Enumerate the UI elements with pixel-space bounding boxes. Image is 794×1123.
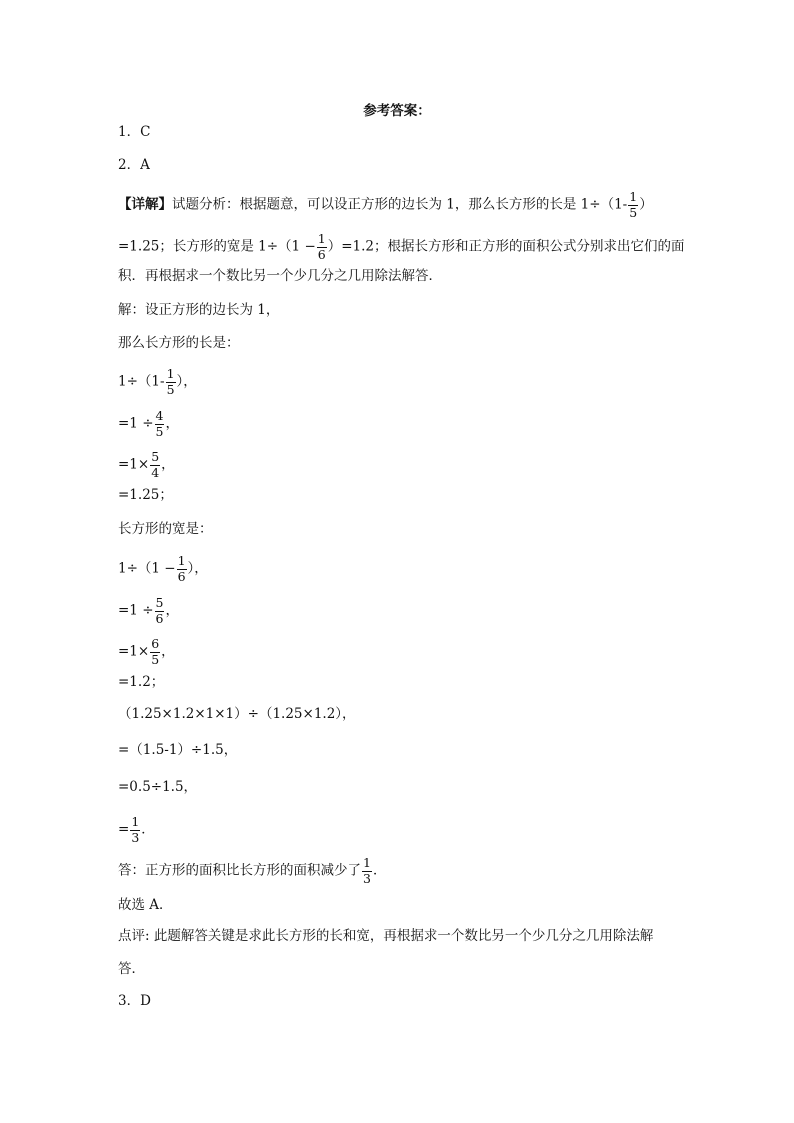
fraction-numerator: 5 bbox=[155, 595, 164, 610]
analysis-line-1 bbox=[118, 191, 653, 219]
analysis-line-2 bbox=[118, 233, 685, 261]
step-text: 1÷（1- bbox=[118, 373, 165, 390]
solution-intro: 解：设正方形的边长为 1， bbox=[118, 302, 280, 318]
width-label: 长方形的宽是： bbox=[118, 521, 213, 537]
fraction-denominator: 6 bbox=[155, 610, 164, 626]
step-text: =1 ÷ bbox=[118, 602, 154, 619]
step-text: ， bbox=[165, 415, 179, 432]
step-text: ， bbox=[165, 602, 179, 619]
answer-1: 1．C bbox=[118, 124, 151, 140]
step-text: ， bbox=[161, 456, 175, 473]
step-text: =1× bbox=[118, 643, 150, 660]
analysis-text: ）=1.2；根据长方形和正方形的面积公式分别求出它们的面 bbox=[327, 238, 685, 255]
length-step-3 bbox=[118, 451, 175, 479]
fraction-denominator: 3 bbox=[131, 829, 140, 845]
fraction-five-fourths bbox=[150, 451, 160, 479]
step-text: ）， bbox=[176, 373, 197, 390]
answer-3: 3．D bbox=[118, 993, 151, 1009]
calc-step-3: =0.5÷1.5， bbox=[118, 779, 198, 795]
analysis-text: 试题分析：根据题意，可以设正方形的边长为 1，那么长方形的长是 1÷（1- bbox=[172, 196, 628, 213]
page-title: 参考答案： bbox=[363, 103, 431, 119]
fraction-five-sixths bbox=[155, 597, 165, 625]
length-result: =1.25； bbox=[118, 487, 173, 503]
fraction-numerator: 6 bbox=[151, 636, 160, 651]
analysis-text: ） bbox=[639, 196, 653, 213]
fraction-denominator: 5 bbox=[629, 204, 638, 220]
step-text: =1 ÷ bbox=[118, 415, 154, 432]
fraction-numerator: 1 bbox=[166, 366, 175, 381]
answer-text: ． bbox=[372, 862, 387, 879]
fraction-numerator: 4 bbox=[155, 408, 164, 423]
fraction-denominator: 4 bbox=[151, 464, 160, 480]
length-step-2 bbox=[118, 410, 179, 438]
width-step-1 bbox=[118, 555, 208, 583]
width-step-3 bbox=[118, 638, 175, 666]
choice-line: 故选 A． bbox=[118, 897, 173, 913]
fraction-six-fifths bbox=[150, 638, 160, 666]
length-label: 那么长方形的长是： bbox=[118, 335, 240, 351]
analysis-line-3: 积．再根据求一个数比另一个少几分之几用除法解答． bbox=[118, 268, 442, 284]
calc-step-1: （1.25×1.2×1×1）÷（1.25×1.2）， bbox=[118, 706, 356, 722]
comment-line-1: 点评: 此题解答关键是求此长方形的长和宽，再根据求一个数比另一个少几分之几用除法解 bbox=[118, 928, 654, 944]
fraction-denominator: 5 bbox=[151, 651, 160, 667]
comment-line-2: 答． bbox=[118, 961, 145, 977]
final-answer bbox=[118, 857, 386, 885]
width-result: =1.2； bbox=[118, 674, 165, 690]
step-text: =1× bbox=[118, 456, 150, 473]
fraction-one-third bbox=[130, 816, 140, 844]
fraction-denominator: 6 bbox=[177, 568, 186, 584]
calc-step-2: =（1.5-1）÷1.5， bbox=[118, 742, 238, 758]
fraction-four-fifths bbox=[155, 410, 165, 438]
fraction-one-sixth bbox=[177, 555, 187, 583]
fraction-one-fifth bbox=[628, 191, 638, 219]
analysis-text: =1.25；长方形的宽是 1÷（1 − bbox=[118, 238, 316, 255]
width-step-2 bbox=[118, 597, 179, 625]
fraction-numerator: 1 bbox=[131, 814, 140, 829]
answer-2: 2．A bbox=[118, 157, 150, 173]
step-text: ． bbox=[141, 821, 155, 838]
fraction-one-fifth bbox=[166, 368, 176, 396]
fraction-numerator: 1 bbox=[317, 231, 326, 246]
fraction-numerator: 1 bbox=[629, 189, 638, 204]
step-text: ）， bbox=[187, 560, 208, 577]
fraction-denominator: 5 bbox=[166, 381, 175, 397]
fraction-denominator: 6 bbox=[317, 246, 326, 262]
calc-step-4 bbox=[118, 816, 155, 844]
fraction-numerator: 5 bbox=[151, 449, 160, 464]
fraction-denominator: 3 bbox=[363, 870, 371, 886]
fraction-numerator: 1 bbox=[363, 855, 371, 870]
fraction-numerator: 1 bbox=[177, 553, 186, 568]
step-text: = bbox=[118, 821, 130, 838]
analysis-label: 【详解】 bbox=[118, 196, 172, 213]
fraction-denominator: 5 bbox=[155, 423, 164, 439]
fraction-one-sixth bbox=[317, 233, 327, 261]
answer-text: 答：正方形的面积比长方形的面积减少了 bbox=[118, 862, 361, 879]
fraction-one-third bbox=[362, 857, 372, 885]
step-text: ， bbox=[161, 643, 175, 660]
step-text: 1÷（1 − bbox=[118, 560, 176, 577]
length-step-1 bbox=[118, 368, 197, 396]
